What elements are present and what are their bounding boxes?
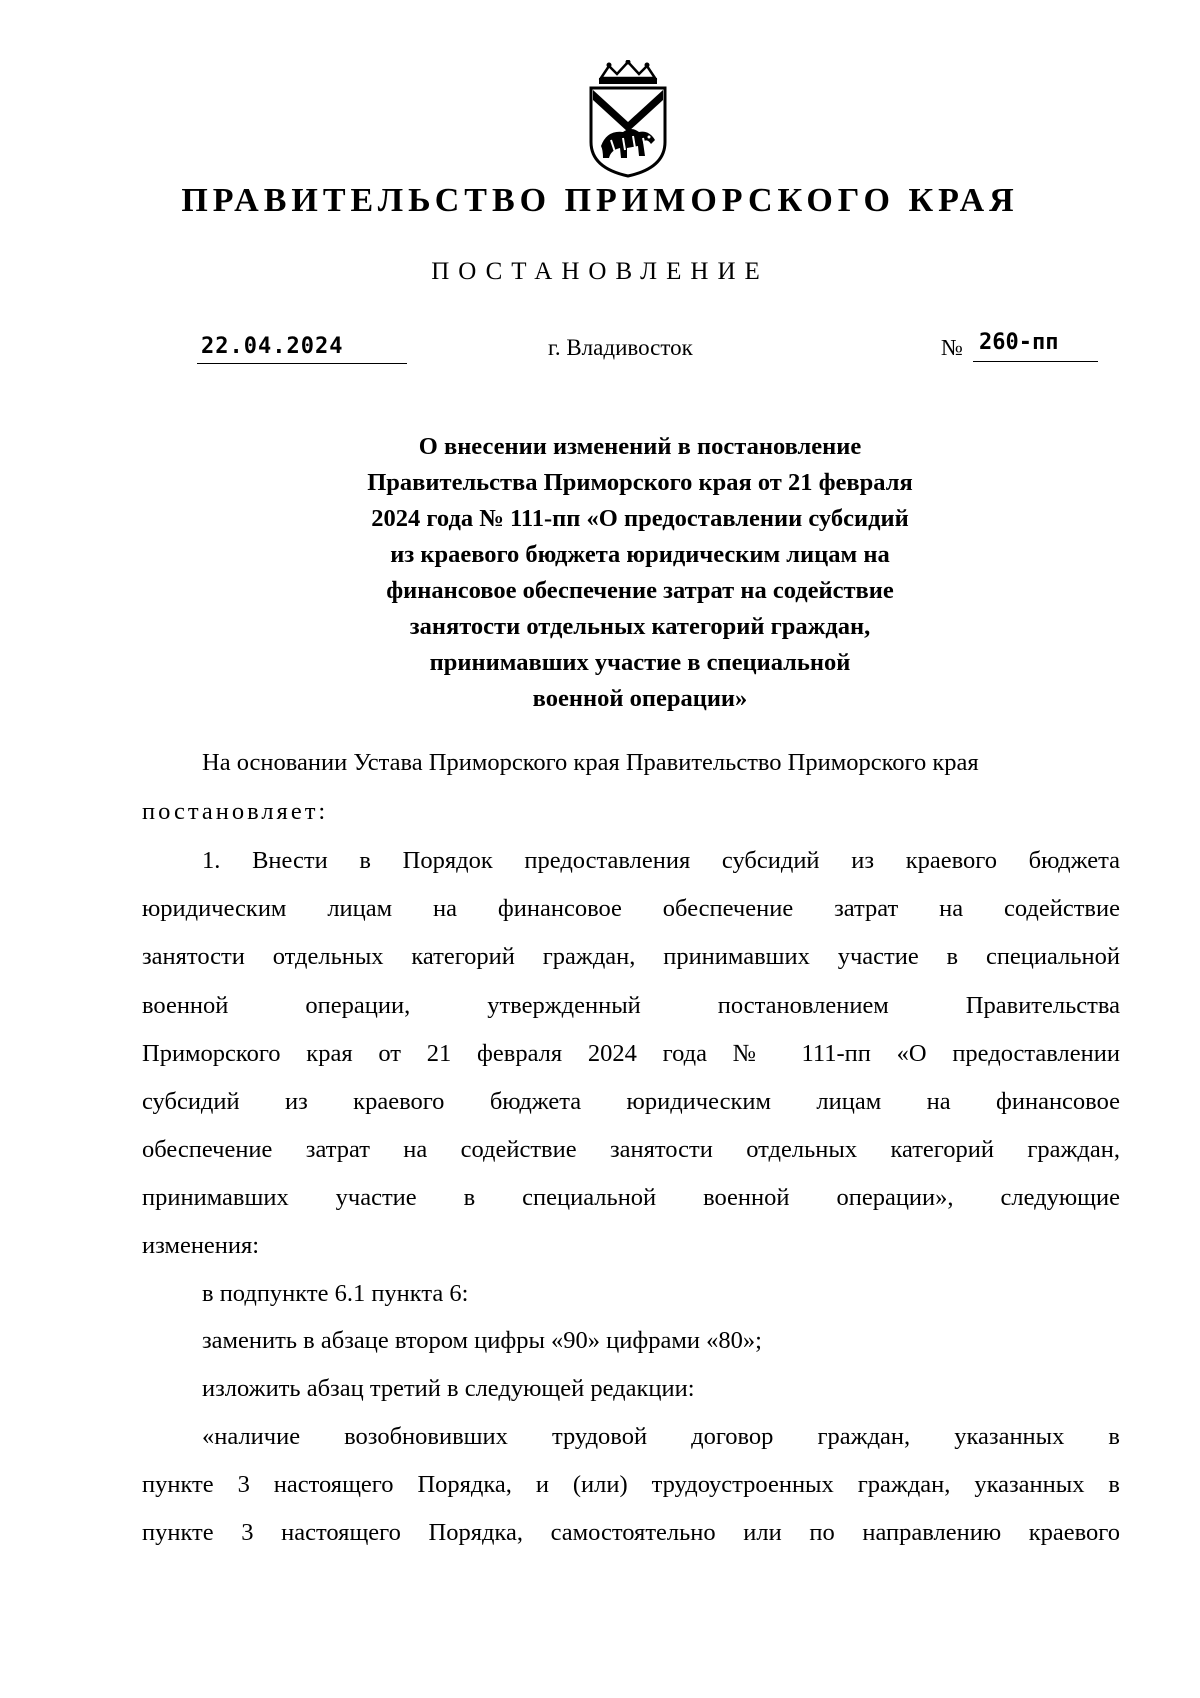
body-line: «наличие возобновивших трудовой договор граждан, указанных в: [202, 1423, 1120, 1450]
body-line: занятости отдельных категорий граждан, принимавших участие в специальной: [142, 943, 1120, 970]
body-line: военной операции, утвержденный постановлением Правительства: [142, 992, 1120, 1019]
title-line: финансовое обеспечение затрат на содействие: [386, 577, 894, 604]
body-line: в подпункте 6.1 пункта 6:: [202, 1280, 469, 1307]
body-line: юридическим лицам на финансовое обеспечение затрат на содействие: [142, 895, 1120, 922]
number-value: 260-пп: [973, 330, 1098, 362]
title-line: 2024 года № 111-пп «О предоставлении субсидий: [371, 505, 909, 532]
document-title: [250, 429, 1030, 717]
organization-name: ПРАВИТЕЛЬСТВО ПРИМОРСКОГО КРАЯ: [181, 182, 1019, 219]
number-sign: №: [941, 335, 963, 360]
body-line: заменить в абзаце втором цифры «90» цифрами «80»;: [202, 1327, 762, 1354]
document-type: ПОСТАНОВЛЕНИЕ: [431, 258, 769, 285]
document-city: г. Владивосток: [548, 335, 693, 360]
title-line: Правительства Приморского края от 21 февраля: [367, 469, 913, 496]
document-date: 22.04.2024: [197, 334, 407, 364]
title-line: О внесении изменений в постановление: [418, 433, 862, 460]
body-line: 1. Внести в Порядок предоставления субсидий из краевого бюджета: [202, 847, 1120, 874]
body-line: обеспечение затрат на содействие занятости отдельных категорий граждан,: [142, 1136, 1120, 1163]
body-line: На основании Устава Приморского края Правительство Приморского края: [202, 749, 979, 776]
body-line: пункте 3 настоящего Порядка, и (или) трудоустроенных граждан, указанных в: [142, 1471, 1120, 1498]
body-line: Приморского края от 21 февраля 2024 года № 111-пп «О предоставлении: [142, 1040, 1120, 1067]
body-line: изменения:: [142, 1232, 260, 1259]
body-line: изложить абзац третий в следующей редакции:: [202, 1375, 695, 1402]
title-line: занятости отдельных категорий граждан,: [409, 613, 871, 640]
title-line: из краевого бюджета юридическим лицам на: [390, 541, 890, 568]
title-line: военной операции»: [532, 685, 748, 712]
body-line: пункте 3 настоящего Порядка, самостоятельно или по направлению краевого: [142, 1519, 1120, 1546]
title-line: принимавших участие в специальной: [429, 649, 851, 676]
body-line: постановляет:: [142, 798, 329, 825]
coat-of-arms-emblem: [583, 60, 673, 178]
body-line: принимавших участие в специальной военной операции», следующие: [142, 1184, 1120, 1211]
body-line: субсидий из краевого бюджета юридическим лицам на финансовое: [142, 1088, 1120, 1115]
